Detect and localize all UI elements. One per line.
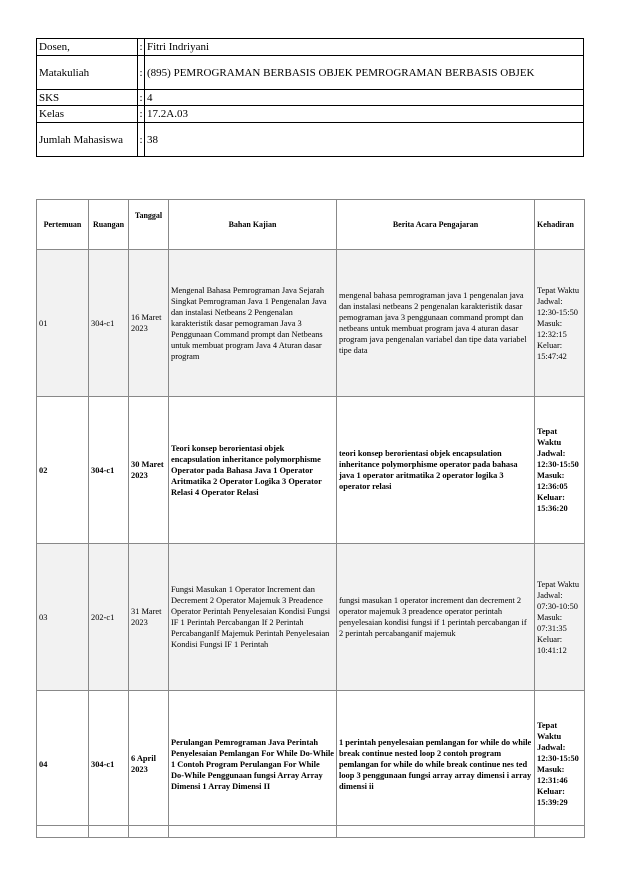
info-label: Matakuliah — [37, 56, 138, 90]
info-row-kelas — [37, 106, 584, 123]
cell-berita-acara: teori konsep berorientasi objek encapsulation inheritance polymorphisme operator pada bahasa java 1 operator aritmatika 2 operator logika 3 operator relasi — [337, 397, 535, 544]
attendance-table — [36, 199, 585, 838]
course-info-table — [36, 38, 584, 157]
header-pertemuan: Pertemuan — [37, 200, 89, 250]
table-row — [37, 397, 585, 544]
info-value: 38 — [145, 123, 584, 157]
cell-berita-acara: mengenal bahasa pemrograman java 1 pengenalan java dan instalasi netbeans 2 pengenalan karakteristik dasar pemograman java 3 penggunaan command prompt dan netbeans untuk membuat program java 4 aturan dasar program java pengenalan variabel dan tipe data variabel tipe data — [337, 250, 535, 397]
cell-tanggal: 31 Maret 2023 — [129, 544, 169, 691]
cell-ruangan: 304-c1 — [89, 691, 129, 838]
info-row-dosen — [37, 39, 584, 56]
info-value: (895) PEMROGRAMAN BERBASIS OBJEK PEMROGRAMAN BERBASIS OBJEK — [145, 56, 584, 90]
cell-kehadiran: Tepat Waktu Jadwal: 12:30-15:50 Masuk: 12:32:15 Keluar: 15:47:42 — [535, 250, 585, 397]
cell-pertemuan: 04 — [37, 691, 89, 838]
header-berita-acara: Berita Acara Pengajaran — [337, 200, 535, 250]
cell-pertemuan: 03 — [37, 544, 89, 691]
cell-ruangan: 304-c1 — [89, 397, 129, 544]
info-value: Fitri Indriyani — [145, 39, 584, 56]
header-tanggal: Tanggal — [129, 200, 169, 250]
info-row-matakuliah — [37, 56, 584, 90]
table-row — [37, 691, 585, 838]
cell-tanggal: 16 Maret 2023 — [129, 250, 169, 397]
table-header-row — [37, 200, 585, 250]
header-kehadiran: Kehadiran — [535, 200, 585, 250]
cell-berita-acara: 1 perintah penyelesaian pemlangan for while do while break continue nested loop 2 contoh program pemlangan for while do while break continue nes ted loop 3 penggunaan fungsi array array dimensi i array dimensi ii — [337, 691, 535, 838]
info-separator: : — [139, 91, 143, 104]
cell-ruangan: 202-c1 — [89, 544, 129, 691]
info-label: Kelas — [37, 106, 138, 123]
cell-kehadiran: Tepat Waktu Jadwal: 07:30-10:50 Masuk: 07:31:35 Keluar: 10:41:12 — [535, 544, 585, 691]
header-ruangan: Ruangan — [89, 200, 129, 250]
cell-bahan-kajian: Fungsi Masukan 1 Operator Increment dan Decrement 2 Operator Majemuk 3 Preadence Operator Perintah Penyelesaian Kondisi Fungsi IF 1 Perintah Percabangan If 2 Perintah PercabanganIf Majemuk Perintah Penyelesaian Kondisi Fungsi IF 1 Perintah — [169, 544, 337, 691]
info-value: 17.2A.03 — [145, 106, 584, 123]
cell-tanggal: 6 April 2023 — [129, 691, 169, 838]
cell-bahan-kajian: Mengenal Bahasa Pemrograman Java Sejarah Singkat Pemrograman Java 1 Pengenalan Java dan instalasi Netbeans 2 Pengenalan karakteristik dasar pemograman Java 3 Penggunaan Command prompt dan Netbeans untuk membuat program Java 4 Aturan dasar program — [169, 250, 337, 397]
info-separator: : — [138, 123, 145, 157]
info-label: Jumlah Mahasiswa — [37, 123, 138, 157]
cell-pertemuan: 02 — [37, 397, 89, 544]
info-separator: : — [138, 56, 145, 90]
info-label: Dosen, — [37, 39, 138, 56]
info-label: SKS — [37, 90, 138, 106]
info-value: 4 — [145, 90, 584, 106]
table-row — [37, 250, 585, 397]
table-continuation-divider — [36, 825, 584, 826]
cell-tanggal: 30 Maret 2023 — [129, 397, 169, 544]
info-row-jumlah-mahasiswa — [37, 123, 584, 157]
table-row — [37, 544, 585, 691]
cell-berita-acara: fungsi masukan 1 operator increment dan decrement 2 operator majemuk 3 preadence operator perintah penyelesaian kondisi fungsi if 1 perintah percabangan if 2 perintah percabanganif majemuk — [337, 544, 535, 691]
info-row-sks — [37, 90, 584, 106]
info-separator: : — [138, 106, 145, 123]
cell-bahan-kajian: Perulangan Pemrograman Java Perintah Penyelesaian Pemlangan For While Do-While 1 Contoh Program Perulangan For While Do-While Penggunaan fungsi Array Array Dimensi 1 Array Dimensi II — [169, 691, 337, 838]
cell-kehadiran: Tepat Waktu Jadwal: 12:30-15:50 Masuk: 12:36:05 Keluar: 15:36:20 — [535, 397, 585, 544]
cell-bahan-kajian: Teori konsep berorientasi objek encapsulation inheritance polymorphisme Operator pada Bahasa Java 1 Operator Aritmatika 2 Operator Logika 3 Operator Relasi 4 Operator Relasi — [169, 397, 337, 544]
cell-pertemuan: 01 — [37, 250, 89, 397]
info-separator: : — [138, 39, 145, 56]
cell-ruangan: 304-c1 — [89, 250, 129, 397]
cell-kehadiran: Tepat Waktu Jadwal: 12:30-15:50 Masuk: 12:31:46 Keluar: 15:39:29 — [535, 691, 585, 838]
header-bahan-kajian: Bahan Kajian — [169, 200, 337, 250]
